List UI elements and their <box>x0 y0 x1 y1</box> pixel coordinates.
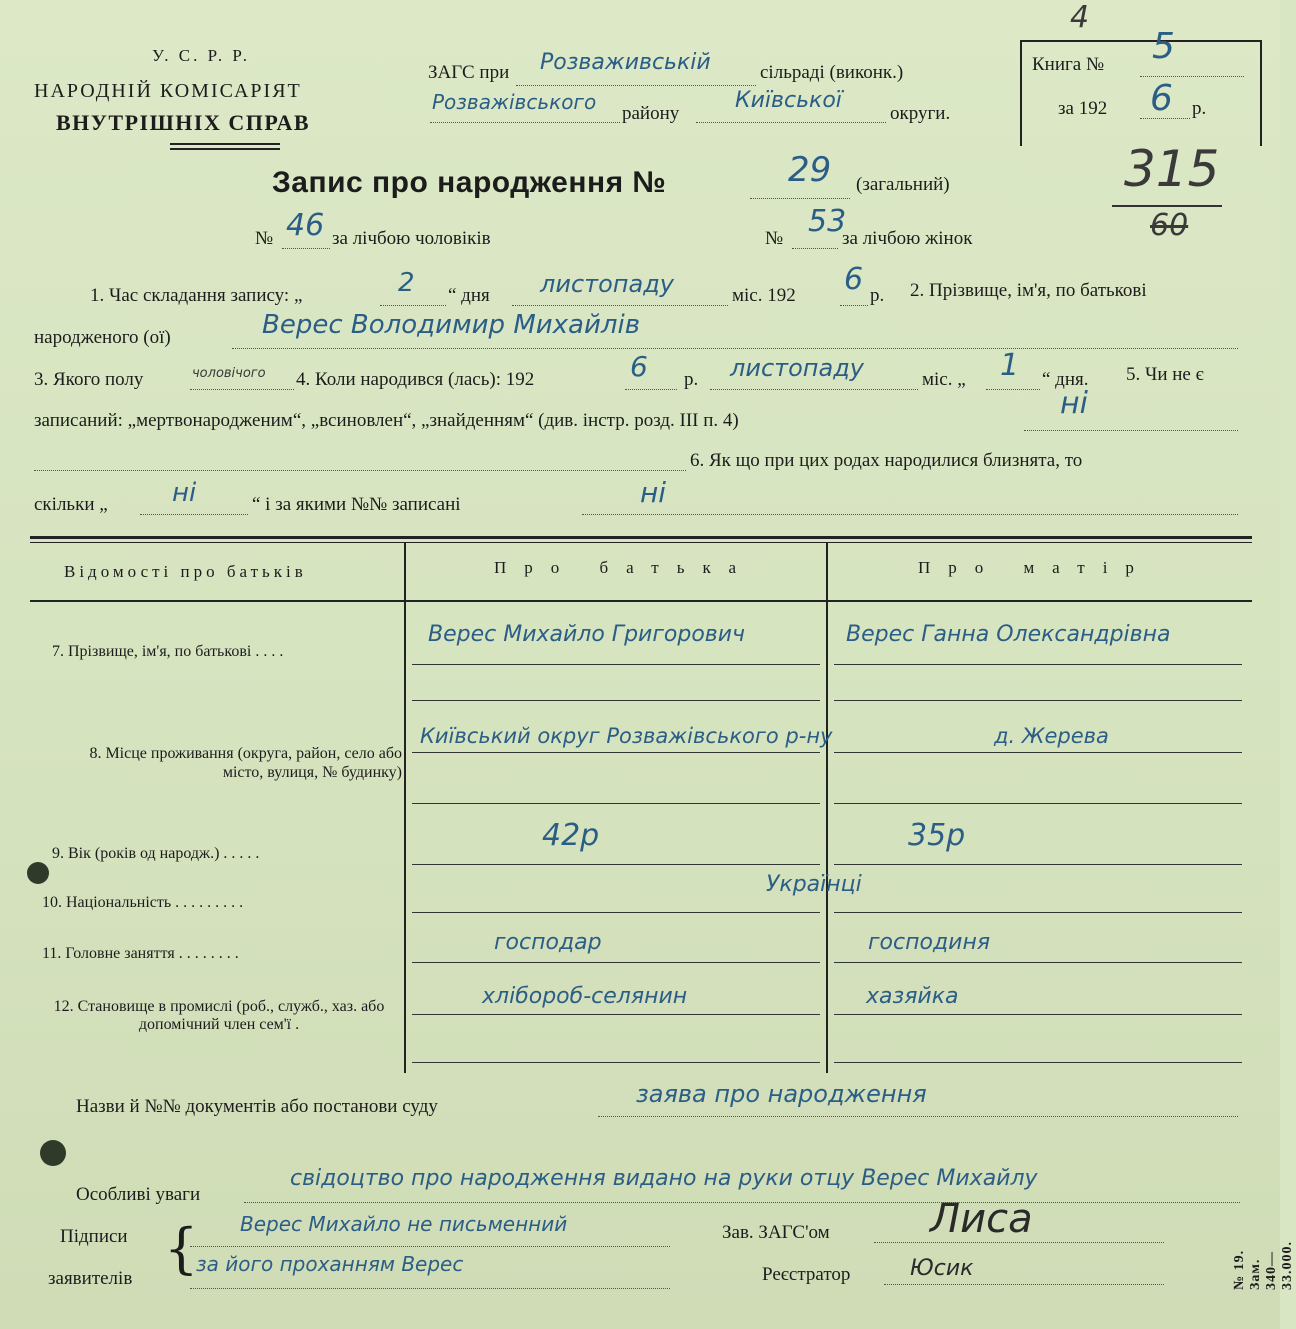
row-7-mother: Верес Ганна Олександрівна <box>846 622 1171 647</box>
f4-day-suffix: “ дня. <box>1042 369 1089 390</box>
f1-day-line <box>380 305 446 306</box>
female-label: за лічбою жінок <box>842 228 973 249</box>
republic-label: У. С. Р. Р. <box>152 46 251 65</box>
row-rule <box>834 864 1242 865</box>
row-label-11: 11. Головне заняття . . . . . . . . <box>42 945 239 962</box>
f5-line <box>1024 430 1238 431</box>
f3-line <box>190 389 294 390</box>
notes-value: свідоцтво про народження видано на руки отцу Верес Михайлу <box>290 1166 1038 1191</box>
f4-month-suffix: міс. „ <box>922 369 966 390</box>
table-col-divider-1 <box>404 543 406 1073</box>
row-8-mother: д. Жерева <box>994 724 1109 748</box>
female-no: 53 <box>808 204 847 239</box>
village-handwritten: Розваживській <box>540 50 711 75</box>
registrar-label: Реєстратор <box>762 1264 851 1285</box>
docs-line <box>598 1116 1238 1117</box>
village-line <box>516 85 756 86</box>
commissariat-line2: ВНУТРІШНІХ СПРАВ <box>56 110 311 135</box>
row-8-father: Київський округ Розважівського р-ну <box>420 724 833 748</box>
row-label-8 <box>52 744 402 782</box>
male-no-prefix: № <box>255 228 274 249</box>
row-label-8-text: 8. Місце проживання (округа, район, село або місто, вулиця, № будинку) <box>89 745 402 781</box>
row-rule <box>412 752 820 753</box>
row-9-father: 42р <box>542 818 600 853</box>
f1-month-line <box>512 305 728 306</box>
f3-value: чоловічого <box>192 366 266 381</box>
f1-year-line <box>840 305 868 306</box>
row-rule <box>834 752 1242 753</box>
f1-year: 6 <box>844 262 864 297</box>
docs-label: Назви й №№ документів або постанови суду <box>76 1096 438 1117</box>
header-double-rule <box>170 143 280 145</box>
row-label-9: 9. Вік (років од народж.) . . . . . <box>52 845 260 862</box>
f1-day: 2 <box>398 268 415 298</box>
signatures-label1: Підписи <box>60 1226 128 1247</box>
village-council-suffix: сільраді (виконк.) <box>760 62 904 83</box>
f6-mid: “ і за якими №№ записані <box>252 494 461 515</box>
f4-year: 6 <box>630 350 648 383</box>
row-rule <box>834 700 1242 701</box>
registrar-sign: Юсик <box>910 1256 974 1281</box>
f1-day-suffix: “ дня <box>448 285 490 306</box>
f2-line <box>232 348 1238 349</box>
f5-value: ні <box>1060 386 1088 421</box>
signature-line-1 <box>190 1246 670 1247</box>
docs-value: заява про народження <box>636 1080 927 1108</box>
f6-count-line <box>140 514 248 515</box>
table-header-father: Про батька <box>494 558 755 577</box>
row-rule <box>834 912 1242 913</box>
signatures-label2: заявителів <box>48 1268 133 1289</box>
book-number-line <box>1140 76 1244 77</box>
raion-line <box>430 122 620 123</box>
row-rule <box>412 700 820 701</box>
row-rule <box>834 1062 1242 1063</box>
f4-label: 4. Коли народився (лась): 192 <box>296 369 535 390</box>
f4-month: листопаду <box>730 354 864 382</box>
f6-value-line <box>582 514 1238 515</box>
row-rule <box>412 1062 820 1063</box>
head-sign: Лиса <box>930 1196 1033 1242</box>
signature-line-2 <box>190 1288 670 1289</box>
margin-number-rule <box>1112 205 1222 207</box>
female-no-prefix: № <box>765 228 784 249</box>
okruha-line <box>696 122 886 123</box>
table-top-rule-thin <box>30 542 1252 543</box>
f1-month-suffix: міс. 192 <box>732 285 796 306</box>
general-label: (загальний) <box>856 174 950 195</box>
f5-label2: записаний: „мертвонародженим“, „всиновлен“, „знайденням“ (див. інстр. розд. III п. 4) <box>34 410 739 431</box>
zags-prefix: ЗАГС при <box>428 62 510 83</box>
male-no-line <box>282 248 330 249</box>
female-no-line <box>792 248 838 249</box>
f4-year-line <box>625 389 677 390</box>
f3-label: 3. Якого полу <box>34 369 144 390</box>
row-rule <box>412 962 820 963</box>
margin-number-bottom: 60 <box>1150 208 1189 243</box>
head-line <box>874 1242 1164 1243</box>
f6-count: ні <box>172 478 197 508</box>
notes-label: Особливі уваги <box>76 1184 201 1205</box>
book-year-suffix: р. <box>1192 98 1207 119</box>
f2-label: 2. Прізвище, ім'я, по батькові <box>910 280 1147 301</box>
row-rule <box>834 962 1242 963</box>
record-number: 29 <box>788 150 832 190</box>
book-year-digit: 6 <box>1150 78 1173 119</box>
book-number: 5 <box>1152 26 1175 67</box>
male-no: 46 <box>286 208 325 243</box>
row-rule <box>834 664 1242 665</box>
f6-blank-line <box>34 470 686 471</box>
row-rule <box>412 803 820 804</box>
row-rule <box>412 912 820 913</box>
table-top-rule <box>30 536 1252 539</box>
f4-day: 1 <box>1000 348 1020 383</box>
row-12-mother: хазяйка <box>866 984 959 1009</box>
row-label-12 <box>40 998 398 1034</box>
row-11-mother: господиня <box>868 930 991 955</box>
f6-label: 6. Як що при цих родах народилися близнята, то <box>690 450 1083 471</box>
row-12-father: хлібороб-селянин <box>482 984 688 1009</box>
f6-label2: скільки „ <box>34 494 108 515</box>
row-label-7: 7. Прізвище, ім'я, по батькові . . . . <box>52 643 284 660</box>
row-rule <box>834 803 1242 804</box>
f1-label: 1. Час складання запису: „ <box>90 285 303 306</box>
signatures-value1: Верес Михайло не письменний <box>240 1212 568 1236</box>
row-10-shared: Українці <box>766 872 862 897</box>
f2-label2: народженого (ої) <box>34 327 171 348</box>
f1-month: листопаду <box>540 270 674 298</box>
row-rule <box>834 1014 1242 1015</box>
row-11-father: господар <box>494 930 602 955</box>
table-col-divider-2 <box>826 543 828 1073</box>
row-label-12-text: 12. Становище в промислі (роб., служб., хаз. або допомічний член сем'ї . <box>53 998 385 1033</box>
corner-mark: 4 <box>1070 0 1090 35</box>
commissariat-line1: НАРОДНІЙ КОМІСАРІЯТ <box>34 80 302 102</box>
margin-number-top: 315 <box>1124 140 1220 198</box>
raion-handwritten: Розважівського <box>432 90 597 114</box>
male-label: за лічбою чоловіків <box>332 228 491 249</box>
table-header-info: Відомості про батьків <box>64 562 307 581</box>
row-7-father: Верес Михайло Григорович <box>428 622 746 647</box>
record-title: Запис про народження № <box>272 166 667 199</box>
notes-line <box>244 1202 1240 1203</box>
row-label-10: 10. Національність . . . . . . . . . <box>42 894 244 911</box>
row-rule <box>412 1014 820 1015</box>
f4-year-suffix: р. <box>684 369 699 390</box>
f2-value: Верес Володимир Михайлів <box>262 310 641 340</box>
f6-value: ні <box>640 476 667 509</box>
punch-hole <box>27 862 49 884</box>
f5-label: 5. Чи не є <box>1126 364 1204 385</box>
header-double-rule <box>170 148 280 150</box>
f1-year-suffix: р. <box>870 285 885 306</box>
raion-label: району <box>622 103 680 124</box>
book-label: Книга № <box>1032 54 1105 75</box>
row-9-mother: 35р <box>908 818 966 853</box>
signatures-brace: { <box>164 1217 199 1280</box>
okruha-label: округи. <box>890 103 951 124</box>
row-rule <box>412 864 820 865</box>
table-header-mother: Про матір <box>918 558 1152 577</box>
table-header-rule <box>30 600 1252 602</box>
print-mark: № 19. Зам. 340—33.000. <box>1232 1241 1295 1290</box>
registrar-line <box>884 1284 1164 1285</box>
signatures-value2: за його проханням Верес <box>196 1252 464 1276</box>
punch-hole <box>40 1140 66 1166</box>
okruha-handwritten: Київської <box>735 88 842 113</box>
f4-month-line <box>710 389 918 390</box>
book-year-prefix: за 192 <box>1058 98 1108 119</box>
f4-day-line <box>986 389 1040 390</box>
row-rule <box>412 664 820 665</box>
head-label: Зав. ЗАГС'ом <box>722 1222 830 1243</box>
record-number-line <box>750 198 850 199</box>
